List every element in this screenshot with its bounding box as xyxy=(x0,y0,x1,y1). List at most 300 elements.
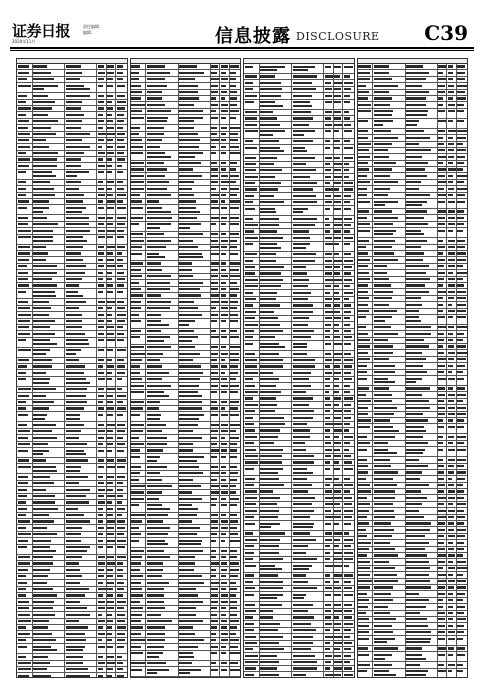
table-cell xyxy=(220,115,229,124)
table-cell xyxy=(292,489,324,494)
table-cell xyxy=(343,502,353,507)
table-cell xyxy=(373,515,405,520)
table-cell xyxy=(438,325,447,330)
table-cell xyxy=(116,387,126,392)
table-cell xyxy=(17,180,33,185)
table-cell xyxy=(438,572,447,577)
table-cell xyxy=(343,297,353,302)
table-cell xyxy=(146,261,178,266)
table-cell xyxy=(230,667,240,676)
table-cell xyxy=(33,222,65,227)
table-cell xyxy=(260,454,292,459)
table-cell xyxy=(230,435,240,440)
table-cell xyxy=(211,312,220,317)
table-cell xyxy=(406,309,438,314)
table-cell xyxy=(447,489,456,494)
table-cell xyxy=(343,454,353,459)
table-cell xyxy=(116,112,126,117)
table-cell xyxy=(33,377,65,386)
table-cell xyxy=(97,235,106,244)
table-cell xyxy=(97,251,106,256)
table-cell xyxy=(17,151,33,156)
table-cell xyxy=(324,187,333,192)
table-cell xyxy=(17,299,33,304)
table-cell xyxy=(457,222,467,227)
table-cell xyxy=(260,297,292,302)
table-cell xyxy=(131,503,147,512)
table-cell xyxy=(334,402,343,407)
table-cell xyxy=(334,634,343,639)
table-cell xyxy=(358,464,374,469)
table-cell xyxy=(220,490,229,495)
table-cell xyxy=(97,481,106,486)
table-cell xyxy=(17,435,33,440)
table-cell xyxy=(334,377,343,382)
table-cell xyxy=(211,370,220,375)
table-cell xyxy=(179,312,211,317)
table-cell xyxy=(244,216,260,221)
table-cell xyxy=(447,521,456,526)
table-cell xyxy=(438,289,447,294)
table-cell xyxy=(17,77,33,82)
table-cell xyxy=(65,245,97,250)
table-cell xyxy=(406,553,438,558)
table-cell xyxy=(131,667,147,676)
table-cell xyxy=(230,390,240,399)
table-cell xyxy=(17,567,33,572)
table-cell xyxy=(260,351,292,356)
table-cell xyxy=(17,319,33,324)
table-cell xyxy=(244,521,260,530)
table-cell xyxy=(17,70,33,75)
table-cell xyxy=(17,193,33,198)
table-cell xyxy=(179,345,211,350)
table-row xyxy=(358,669,468,677)
table-cell xyxy=(292,641,324,646)
table-cell xyxy=(65,393,97,398)
table-cell xyxy=(146,490,178,495)
table-cell xyxy=(324,441,333,446)
table-cell xyxy=(358,161,374,166)
table-cell xyxy=(230,251,240,260)
table-cell xyxy=(131,412,147,421)
table-cell xyxy=(116,580,126,585)
table-cell xyxy=(358,83,374,88)
table-cell xyxy=(230,193,240,198)
table-row xyxy=(244,672,354,677)
table-cell xyxy=(220,215,229,220)
table-cell xyxy=(324,521,333,530)
table-cell xyxy=(373,370,405,375)
table-cell xyxy=(292,200,324,205)
table-cell xyxy=(179,261,211,266)
table-cell xyxy=(146,186,178,191)
table-cell xyxy=(107,151,116,156)
table-cell xyxy=(438,585,447,590)
table-cell xyxy=(373,489,405,494)
table-row xyxy=(17,338,127,348)
table-cell xyxy=(244,383,260,388)
table-row xyxy=(17,289,127,299)
table-cell xyxy=(65,228,97,233)
table-cell xyxy=(292,87,324,92)
table-cell xyxy=(457,238,467,243)
table-cell xyxy=(244,563,260,572)
table-cell xyxy=(358,135,374,140)
table-cell xyxy=(65,235,97,244)
table-cell xyxy=(17,157,33,162)
table-cell xyxy=(220,161,229,166)
table-cell xyxy=(17,186,33,191)
table-cell xyxy=(33,638,65,643)
table-cell xyxy=(343,415,353,420)
table-cell xyxy=(179,358,211,363)
table-cell xyxy=(146,561,178,566)
table-cell xyxy=(179,667,211,676)
table-cell xyxy=(343,434,353,439)
table-cell xyxy=(447,540,456,545)
table-cell xyxy=(131,83,147,88)
table-cell xyxy=(116,70,126,75)
table-cell xyxy=(334,434,343,439)
table-row xyxy=(358,376,468,386)
table-cell xyxy=(230,587,240,592)
table-cell xyxy=(406,64,438,69)
table-cell xyxy=(131,377,147,382)
table-cell xyxy=(107,519,116,524)
table-cell xyxy=(334,383,343,388)
table-cell xyxy=(457,325,467,330)
table-cell xyxy=(97,442,106,447)
table-cell xyxy=(220,167,229,172)
table-cell xyxy=(358,534,374,539)
table-cell xyxy=(457,559,467,564)
table-cell xyxy=(116,513,126,518)
table-cell xyxy=(438,161,447,166)
table-cell xyxy=(334,100,343,109)
table-cell xyxy=(230,319,240,328)
table-cell xyxy=(292,265,324,270)
table-cell xyxy=(324,434,333,439)
table-cell xyxy=(457,296,467,301)
table-cell xyxy=(179,319,211,328)
table-cell xyxy=(244,329,260,334)
table-cell xyxy=(260,200,292,205)
table-cell xyxy=(211,625,220,630)
table-cell xyxy=(438,502,447,507)
table-row xyxy=(17,170,127,180)
table-cell xyxy=(358,199,374,208)
table-cell xyxy=(358,315,374,324)
table-cell xyxy=(211,199,220,204)
table-cell xyxy=(116,406,126,411)
table-cell xyxy=(292,602,324,607)
table-cell xyxy=(457,186,467,191)
table-cell xyxy=(131,454,147,463)
table-cell xyxy=(457,540,467,545)
table-cell xyxy=(260,168,292,173)
table-cell xyxy=(406,199,438,208)
table-cell xyxy=(230,70,240,75)
table-cell xyxy=(230,619,240,624)
table-cell xyxy=(358,604,374,609)
table-cell xyxy=(260,252,292,257)
table-cell xyxy=(230,383,240,388)
table-cell xyxy=(260,329,292,334)
table-cell xyxy=(230,490,240,495)
table-cell xyxy=(406,350,438,355)
table-cell xyxy=(33,348,65,357)
table-cell xyxy=(334,297,343,302)
table-cell xyxy=(116,215,126,220)
table-cell xyxy=(146,513,178,518)
table-cell xyxy=(33,199,65,204)
table-cell xyxy=(244,290,260,295)
table-cell xyxy=(373,508,405,513)
table-cell xyxy=(211,238,220,243)
table-cell xyxy=(324,602,333,607)
table-cell xyxy=(146,484,178,489)
table-cell xyxy=(146,631,178,636)
table-cell xyxy=(260,531,292,536)
table-cell xyxy=(146,625,178,630)
table-cell xyxy=(358,572,374,577)
table-cell xyxy=(292,297,324,302)
table-cell xyxy=(457,209,467,214)
table-cell xyxy=(406,251,438,256)
table-column xyxy=(130,58,242,678)
table-cell xyxy=(107,235,116,244)
table-cell xyxy=(220,599,229,604)
table-cell xyxy=(438,96,447,101)
table-cell xyxy=(107,442,116,447)
table-cell xyxy=(97,599,106,604)
table-cell xyxy=(406,277,438,282)
table-cell xyxy=(220,138,229,143)
table-cell xyxy=(116,364,126,369)
table-cell xyxy=(230,422,240,427)
table-cell xyxy=(211,280,220,285)
table-cell xyxy=(358,502,374,507)
table-cell xyxy=(358,350,374,355)
table-cell xyxy=(343,155,353,160)
table-cell xyxy=(211,306,220,311)
table-cell xyxy=(116,119,126,124)
table-cell xyxy=(292,122,324,127)
table-cell xyxy=(97,673,106,677)
table-cell xyxy=(131,548,147,553)
table-cell xyxy=(406,344,438,349)
table-cell xyxy=(334,586,343,591)
table-cell xyxy=(97,464,106,473)
table-cell xyxy=(230,631,240,636)
table-cell xyxy=(65,157,97,162)
table-cell xyxy=(457,77,467,82)
table-cell xyxy=(334,200,343,205)
table-cell xyxy=(457,412,467,417)
table-cell xyxy=(260,666,292,671)
table-cell xyxy=(438,77,447,82)
table-cell xyxy=(65,112,97,117)
table-cell xyxy=(211,435,220,440)
table-cell xyxy=(334,615,343,620)
table-cell xyxy=(406,399,438,404)
table-cell xyxy=(146,238,178,243)
table-cell xyxy=(373,441,405,446)
table-cell xyxy=(244,454,260,459)
table-cell xyxy=(358,405,374,410)
table-cell xyxy=(107,157,116,162)
table-cell xyxy=(17,500,33,505)
table-cell xyxy=(65,163,97,168)
table-cell xyxy=(324,87,333,92)
table-cell xyxy=(230,312,240,317)
table-cell xyxy=(179,173,211,178)
table-cell xyxy=(358,392,374,397)
table-cell xyxy=(97,299,106,304)
table-cell xyxy=(343,483,353,488)
table-cell xyxy=(457,161,467,166)
table-cell xyxy=(107,545,116,554)
table-cell xyxy=(211,412,220,421)
table-cell xyxy=(65,422,97,427)
table-cell xyxy=(260,641,292,646)
table-row xyxy=(358,636,468,646)
table-cell xyxy=(230,138,240,143)
table-cell xyxy=(33,157,65,162)
table-row xyxy=(244,129,354,139)
table-cell xyxy=(131,70,147,75)
table-cell xyxy=(343,653,353,658)
table-cell xyxy=(457,199,467,208)
table-cell xyxy=(116,574,126,579)
table-cell xyxy=(33,125,65,130)
table-cell xyxy=(334,265,343,270)
table-cell xyxy=(220,477,229,482)
table-cell xyxy=(260,396,292,401)
table-cell xyxy=(116,500,126,505)
table-cell xyxy=(17,125,33,130)
table-cell xyxy=(220,351,229,356)
table-cell xyxy=(211,490,220,495)
table-cell xyxy=(211,631,220,636)
table-cell xyxy=(97,506,106,511)
table-cell xyxy=(97,83,106,92)
table-cell xyxy=(116,289,126,298)
table-cell xyxy=(244,621,260,626)
table-row xyxy=(131,222,241,232)
table-cell xyxy=(292,206,324,215)
table-cell xyxy=(33,474,65,479)
table-cell xyxy=(406,392,438,397)
table-cell xyxy=(244,434,260,439)
table-cell xyxy=(116,325,126,330)
table-cell xyxy=(373,350,405,355)
table-cell xyxy=(146,412,178,421)
table-cell xyxy=(65,538,97,543)
table-cell xyxy=(17,119,33,124)
table-cell xyxy=(116,555,126,560)
table-cell xyxy=(373,331,405,336)
table-cell xyxy=(220,471,229,476)
table-cell xyxy=(230,625,240,630)
table-cell xyxy=(131,625,147,630)
table-cell xyxy=(292,181,324,186)
table-cell xyxy=(244,74,260,79)
table-cell xyxy=(146,102,178,107)
table-cell xyxy=(97,151,106,156)
table-cell xyxy=(97,667,106,672)
table-cell xyxy=(230,519,240,524)
table-cell xyxy=(220,364,229,369)
table-cell xyxy=(97,358,106,363)
table-cell xyxy=(343,364,353,369)
table-cell xyxy=(131,464,147,469)
table-cell xyxy=(447,370,456,375)
table-cell xyxy=(65,144,97,149)
table-cell xyxy=(292,550,324,555)
table-cell xyxy=(33,580,65,585)
table-cell xyxy=(131,619,147,624)
table-cell xyxy=(406,96,438,101)
table-cell xyxy=(343,390,353,395)
table-cell xyxy=(107,406,116,411)
table-cell xyxy=(131,167,147,172)
table-cell xyxy=(358,441,374,446)
table-cell xyxy=(116,251,126,256)
table-cell xyxy=(324,615,333,620)
table-cell xyxy=(373,591,405,596)
table-cell xyxy=(131,293,147,298)
table-cell xyxy=(373,277,405,282)
table-cell xyxy=(220,525,229,530)
table-cell xyxy=(324,93,333,98)
table-cell xyxy=(292,615,324,620)
table-cell xyxy=(17,245,33,250)
table-cell xyxy=(65,599,97,604)
table-cell xyxy=(244,364,260,369)
table-cell xyxy=(292,277,324,282)
table-cell xyxy=(457,652,467,661)
table-cell xyxy=(107,138,116,143)
table-cell xyxy=(447,325,456,330)
table-cell xyxy=(131,115,147,124)
table-row xyxy=(358,109,468,119)
table-cell xyxy=(17,555,33,560)
table-cell xyxy=(179,464,211,469)
table-cell xyxy=(292,145,324,154)
table-cell xyxy=(324,80,333,85)
table-cell xyxy=(116,599,126,604)
table-cell xyxy=(116,93,126,98)
table-cell xyxy=(131,587,147,592)
table-cell xyxy=(33,387,65,392)
table-cell xyxy=(343,537,353,542)
table-cell xyxy=(447,559,456,564)
table-cell xyxy=(220,638,229,643)
table-cell xyxy=(292,628,324,633)
table-cell xyxy=(116,474,126,479)
table-cell xyxy=(65,561,97,566)
table-cell xyxy=(447,476,456,481)
table-cell xyxy=(97,606,106,611)
table-cell xyxy=(457,483,467,488)
table-cell xyxy=(260,303,292,308)
table-cell xyxy=(230,96,240,101)
table-cell xyxy=(116,545,126,554)
table-cell xyxy=(244,297,260,302)
table-cell xyxy=(146,612,178,617)
